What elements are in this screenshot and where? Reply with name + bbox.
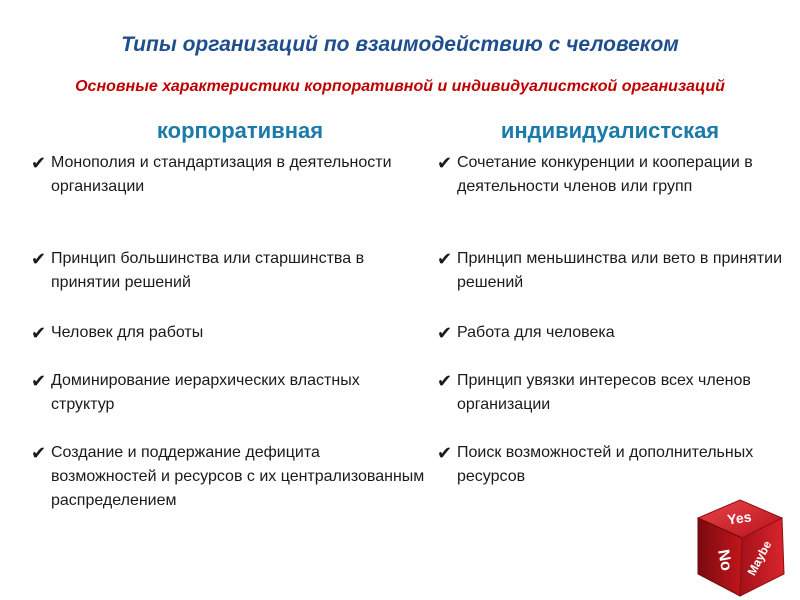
list-item-text: Человек для работы bbox=[51, 324, 204, 341]
list-item bbox=[437, 369, 787, 417]
list-item-text: Принцип меньшинства или вето в принятии решений bbox=[457, 250, 783, 291]
checkmark-icon: ✔ bbox=[31, 249, 47, 269]
checkmark-icon: ✔ bbox=[437, 153, 453, 173]
list-item bbox=[437, 151, 787, 199]
list-item bbox=[31, 151, 426, 199]
list-item-text: Создание и поддержание дефицита возможностей и ресурсов с их централизованным распределением bbox=[51, 444, 425, 509]
checkmark-icon: ✔ bbox=[31, 153, 47, 173]
slide-title: Типы организаций по взаимодействию с человеком bbox=[121, 33, 679, 56]
list-item bbox=[437, 247, 787, 295]
list-item bbox=[31, 441, 426, 513]
dice-face-yes: Yes bbox=[726, 508, 753, 528]
checkmark-icon: ✔ bbox=[437, 249, 453, 269]
list-item-text: Доминирование иерархических властных структур bbox=[51, 372, 360, 413]
dice-icon bbox=[690, 496, 790, 600]
checkmark-icon: ✔ bbox=[31, 443, 47, 463]
dice-face-maybe: Maybe bbox=[744, 538, 775, 578]
list-item-text: Принцип увязки интересов всех членов организации bbox=[457, 372, 751, 413]
list-item-text: Принцип большинства или старшинства в принятии решений bbox=[51, 250, 365, 291]
checkmark-icon: ✔ bbox=[437, 371, 453, 391]
list-item bbox=[437, 321, 787, 345]
list-item bbox=[31, 321, 426, 345]
column-heading-individualist: индивидуалистская bbox=[500, 118, 720, 143]
checkmark-icon: ✔ bbox=[437, 443, 453, 463]
slide-subtitle: Основные характеристики корпоративной и индивидуалистской организаций bbox=[75, 78, 725, 95]
list-item-text: Сочетание конкуренции и кооперации в деятельности членов или групп bbox=[457, 154, 753, 195]
column-heading-corporate: корпоративная bbox=[156, 118, 324, 143]
list-item bbox=[31, 369, 426, 417]
checkmark-icon: ✔ bbox=[437, 323, 453, 343]
list-item-text: Поиск возможностей и дополнительных ресурсов bbox=[457, 444, 754, 485]
checkmark-icon: ✔ bbox=[31, 371, 47, 391]
list-item-text: Работа для человека bbox=[457, 324, 615, 341]
list-item bbox=[437, 441, 787, 489]
list-item-text: Монополия и стандартизация в деятельности организации bbox=[51, 154, 392, 195]
checkmark-icon: ✔ bbox=[31, 323, 47, 343]
dice-face-no: No bbox=[714, 548, 735, 573]
list-item bbox=[31, 247, 426, 295]
